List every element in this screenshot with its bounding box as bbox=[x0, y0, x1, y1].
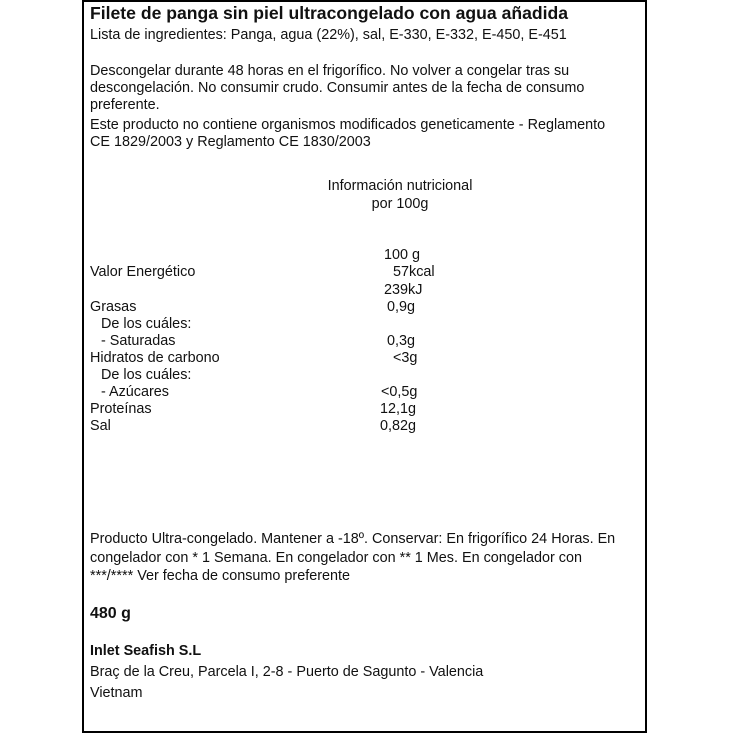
country-of-origin: Vietnam bbox=[90, 685, 143, 701]
nutrient-label: Hidratos de carbono bbox=[90, 350, 220, 366]
product-title: Filete de panga sin piel ultracongelado con agua añadida bbox=[90, 3, 569, 23]
nutrition-heading: Información nutricional bbox=[327, 178, 473, 194]
gmo-notice-line-1: Este producto no contiene organismos modificados geneticamente - Reglamento bbox=[90, 117, 606, 133]
company-address: Braç de la Creu, Parcela I, 2-8 - Puerto de Sagunto - Valencia bbox=[90, 664, 484, 680]
nutrition-subheading: por 100g bbox=[371, 196, 429, 212]
nutrient-label: Proteínas bbox=[90, 401, 152, 417]
storage-line-2: congelador con * 1 Semana. En congelador con ** 1 Mes. En congelador con bbox=[90, 550, 583, 566]
storage-line-1: Producto Ultra-congelado. Mantener a -18º. Conservar: En frigorífico 24 Horas. En bbox=[90, 531, 616, 547]
nutrient-value: 12,1g bbox=[380, 401, 417, 417]
nutrient-value: <3g bbox=[393, 350, 418, 366]
energy-kj: 239kJ bbox=[384, 282, 423, 298]
nutrient-label: Grasas bbox=[90, 299, 137, 315]
nutrient-label: Sal bbox=[90, 418, 111, 434]
nutrition-column-header: 100 g bbox=[384, 247, 421, 263]
nutrient-value: 0,82g bbox=[380, 418, 417, 434]
gmo-notice-line-2: CE 1829/2003 y Reglamento CE 1830/2003 bbox=[90, 134, 371, 150]
nutrient-label: De los cuáles: bbox=[101, 367, 192, 383]
net-weight: 480 g bbox=[90, 605, 131, 622]
nutrient-label: - Azúcares bbox=[101, 384, 169, 400]
energy-kcal: 57kcal bbox=[393, 264, 435, 280]
ingredients-list: Lista de ingredientes: Panga, agua (22%), sal, E-330, E-332, E-450, E-451 bbox=[90, 27, 567, 43]
company-name: Inlet Seafish S.L bbox=[90, 643, 202, 659]
instructions-line-2: descongelación. No consumir crudo. Consumir antes de la fecha de consumo bbox=[90, 80, 585, 96]
nutrient-value: <0,5g bbox=[381, 384, 418, 400]
nutrient-label: De los cuáles: bbox=[101, 316, 192, 332]
energy-label: Valor Energético bbox=[90, 264, 196, 280]
instructions-line-3: preferente. bbox=[90, 97, 160, 113]
nutrient-label: - Saturadas bbox=[101, 333, 176, 349]
storage-line-3: ***/**** Ver fecha de consumo preferente bbox=[90, 568, 350, 584]
nutrient-value: 0,9g bbox=[387, 299, 416, 315]
nutrient-value: 0,3g bbox=[387, 333, 416, 349]
instructions-line-1: Descongelar durante 48 horas en el frigorífico. No volver a congelar tras su bbox=[90, 63, 570, 79]
